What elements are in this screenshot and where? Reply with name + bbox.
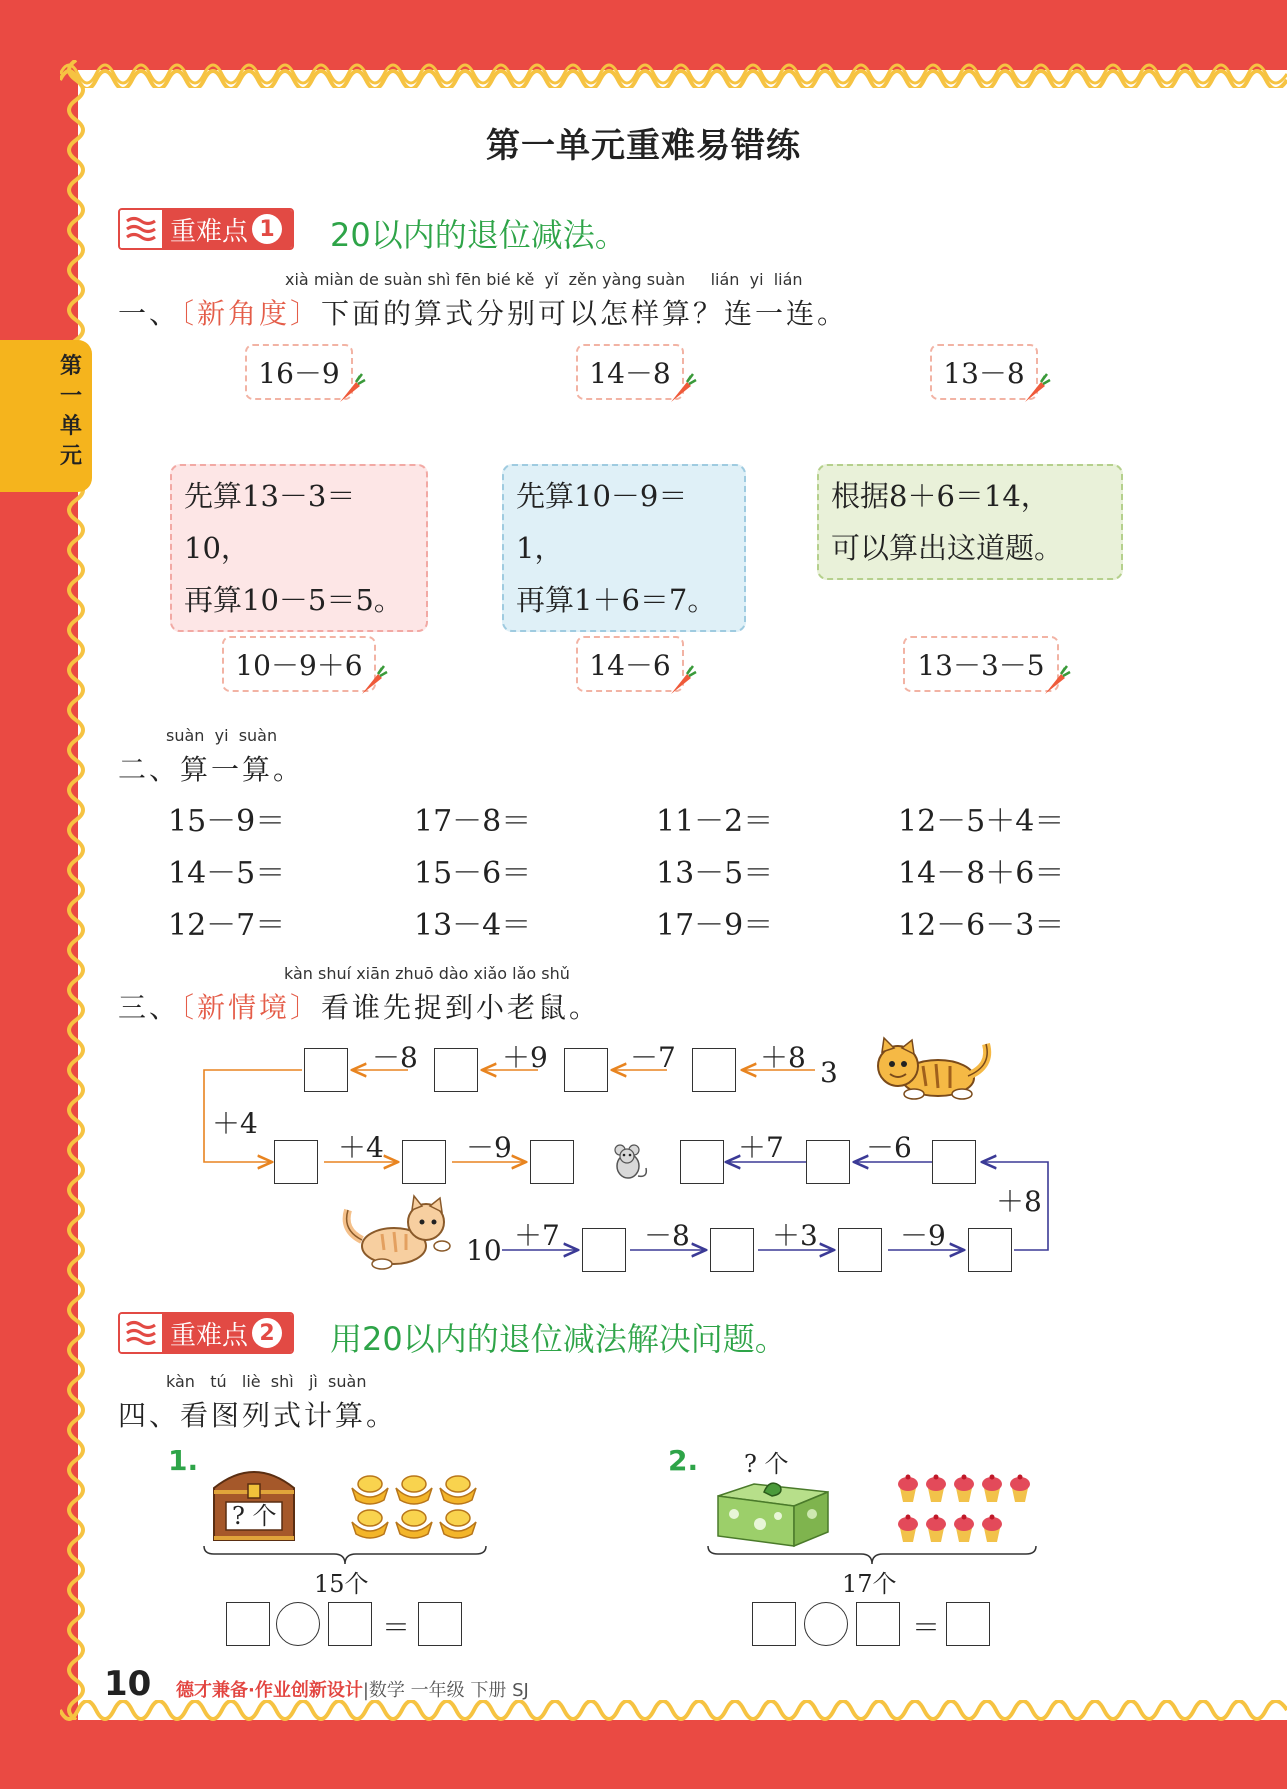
q3-pinyin: kàn shuí xiān zhuō dào xiǎo lǎo shǔ bbox=[284, 964, 570, 983]
page-title: 第一单元重难易错练 bbox=[486, 126, 801, 166]
bottom-expr-2[interactable]: 14－6 bbox=[576, 636, 684, 692]
method-3-line-1: 根据8＋6＝14， bbox=[831, 479, 1050, 513]
op-label: －7 bbox=[630, 1041, 676, 1074]
footer-text bbox=[176, 1676, 529, 1702]
key-point-2-text: 用20以内的退位减法解决问题。 bbox=[330, 1320, 787, 1358]
q4-pinyin: kàn tú liè shì jì suàn bbox=[166, 1372, 367, 1391]
method-2-line-2: 再算1＋6＝7。 bbox=[516, 583, 717, 617]
equation-box[interactable] bbox=[418, 1602, 462, 1646]
page-number: 10 bbox=[104, 1664, 152, 1704]
equation-box[interactable] bbox=[856, 1602, 900, 1646]
q3-tag: 〔新情境〕 bbox=[180, 991, 322, 1024]
footer-separator: | bbox=[362, 1680, 369, 1701]
op-label: －9 bbox=[466, 1131, 512, 1164]
stripes-icon bbox=[120, 1314, 162, 1352]
start-number-cat: 3 bbox=[820, 1056, 838, 1089]
op-label: ＋4 bbox=[338, 1131, 384, 1164]
bottom-expr-3[interactable]: 13－3－5 bbox=[903, 636, 1059, 692]
problem-1-number: 1. bbox=[168, 1444, 199, 1477]
calc-r1-c3: 11－2＝ bbox=[656, 804, 774, 839]
top-expr-1[interactable]: 16－9 bbox=[245, 344, 353, 400]
q1-pinyin: xià miàn de suàn shì fēn bié kě yǐ zěn yàng suàn lián yi lián bbox=[285, 270, 803, 289]
calc-r3-c2: 13－4＝ bbox=[414, 908, 532, 943]
op-label: －8 bbox=[644, 1219, 690, 1252]
problem-2-total: 17个 bbox=[842, 1570, 897, 1598]
start-number-kitten: 10 bbox=[466, 1234, 502, 1267]
operator-circle[interactable] bbox=[804, 1602, 848, 1646]
problem-1-total: 15个 bbox=[314, 1570, 369, 1598]
equals-sign: ＝ bbox=[912, 1611, 941, 1644]
method-1-line-2: 再算10－5＝5。 bbox=[184, 583, 403, 617]
top-expr-3[interactable]: 13－8 bbox=[930, 344, 1038, 400]
mouse-icon bbox=[604, 1138, 650, 1184]
equation-box[interactable] bbox=[226, 1602, 270, 1646]
top-expr-2[interactable]: 14－8 bbox=[576, 344, 684, 400]
calc-r3-c3: 17－9＝ bbox=[656, 908, 774, 943]
op-label: ＋4 bbox=[212, 1107, 258, 1140]
cupcakes-icon bbox=[896, 1470, 1038, 1546]
equation-box[interactable] bbox=[328, 1602, 372, 1646]
calc-r3-c1: 12－7＝ bbox=[168, 908, 286, 943]
answer-box[interactable] bbox=[402, 1140, 446, 1184]
key-point-1-text: 20以内的退位减法。 bbox=[330, 216, 627, 254]
answer-box[interactable] bbox=[530, 1140, 574, 1184]
op-label: －8 bbox=[372, 1041, 418, 1074]
key-point-badge-2 bbox=[118, 1312, 294, 1354]
answer-box[interactable] bbox=[838, 1228, 882, 1272]
footer-subject: 数学 一年级 下册 SJ bbox=[368, 1680, 529, 1701]
q3-heading: 三、〔新情境〕看谁先捉到小老鼠。 bbox=[118, 991, 601, 1024]
gift-box-icon bbox=[714, 1474, 832, 1548]
equals-sign: ＝ bbox=[382, 1611, 411, 1644]
answer-box[interactable] bbox=[806, 1140, 850, 1184]
problem-1-unknown: ? 个 bbox=[232, 1502, 277, 1530]
q2-pinyin: suàn yi suàn bbox=[166, 726, 278, 745]
calc-r1-c1: 15－9＝ bbox=[168, 804, 286, 839]
calc-r2-c1: 14－5＝ bbox=[168, 856, 286, 891]
equation-box[interactable] bbox=[752, 1602, 796, 1646]
method-3-line-2: 可以算出这道题。 bbox=[831, 531, 1064, 565]
equation-box[interactable] bbox=[946, 1602, 990, 1646]
gold-ingots-icon bbox=[348, 1466, 484, 1542]
method-1-line-1: 先算13－3＝10， bbox=[184, 479, 356, 565]
unit-side-tab-text: 第一单元 bbox=[59, 354, 82, 469]
kitten-icon bbox=[342, 1190, 462, 1274]
answer-box[interactable] bbox=[304, 1048, 348, 1092]
op-label: ＋3 bbox=[772, 1219, 818, 1252]
answer-box[interactable] bbox=[564, 1048, 608, 1092]
calc-r2-c2: 15－6＝ bbox=[414, 856, 532, 891]
key-point-label: 重难点 bbox=[170, 1320, 249, 1351]
key-point-number: 1 bbox=[252, 214, 282, 244]
calc-r1-c4: 12－5＋4＝ bbox=[898, 804, 1065, 839]
cat-icon bbox=[868, 1036, 998, 1106]
answer-box[interactable] bbox=[710, 1228, 754, 1272]
answer-box[interactable] bbox=[680, 1140, 724, 1184]
op-label: ＋7 bbox=[738, 1131, 784, 1164]
answer-box[interactable] bbox=[582, 1228, 626, 1272]
problem-2-unknown: ? 个 bbox=[744, 1450, 789, 1478]
op-label: ＋9 bbox=[502, 1041, 548, 1074]
calc-r2-c4: 14－8＋6＝ bbox=[898, 856, 1065, 891]
q2-heading: 二、算一算。 bbox=[118, 753, 305, 786]
key-point-label: 重难点 bbox=[170, 216, 249, 247]
answer-box[interactable] bbox=[968, 1228, 1012, 1272]
calc-r2-c3: 13－5＝ bbox=[656, 856, 774, 891]
op-label: －6 bbox=[866, 1131, 912, 1164]
answer-box[interactable] bbox=[434, 1048, 478, 1092]
q1-heading: 一、〔新角度〕下面的算式分别可以怎样算？连一连。 bbox=[118, 297, 849, 330]
answer-box[interactable] bbox=[274, 1140, 318, 1184]
calc-r1-c2: 17－8＝ bbox=[414, 804, 532, 839]
op-label: －9 bbox=[900, 1219, 946, 1252]
key-point-number: 2 bbox=[252, 1318, 282, 1348]
bottom-expr-1[interactable]: 10－9＋6 bbox=[222, 636, 376, 692]
calc-r3-c4: 12－6－3＝ bbox=[898, 908, 1065, 943]
q1-tag: 〔新角度〕 bbox=[180, 297, 322, 330]
footer-brand: 德才兼备·作业创新设计 bbox=[176, 1680, 363, 1701]
answer-box[interactable] bbox=[932, 1140, 976, 1184]
problem-2-number: 2. bbox=[668, 1444, 699, 1477]
operator-circle[interactable] bbox=[276, 1602, 320, 1646]
op-label: ＋8 bbox=[760, 1041, 806, 1074]
q4-heading: 四、看图列式计算。 bbox=[118, 1399, 398, 1432]
answer-box[interactable] bbox=[692, 1048, 736, 1092]
op-label: ＋8 bbox=[996, 1185, 1042, 1218]
op-label: ＋7 bbox=[514, 1219, 560, 1252]
method-2-line-1: 先算10－9＝1， bbox=[516, 479, 688, 565]
